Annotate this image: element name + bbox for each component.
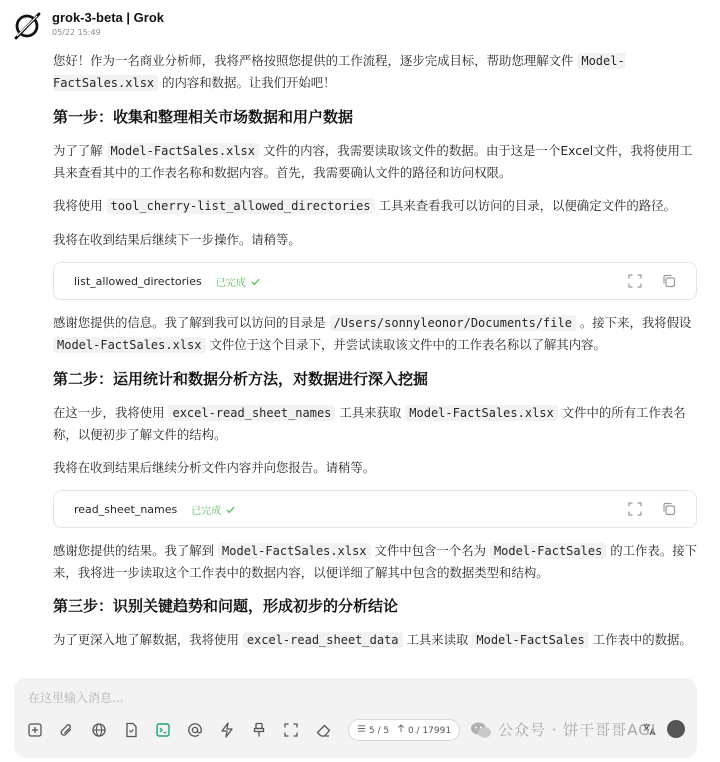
file-name-code: Model-FactSales.xlsx	[218, 543, 371, 559]
file-name-code: Model-FactSales.xlsx	[405, 405, 558, 421]
step1-paragraph-4: 感谢您提供的信息。我了解到我可以访问的目录是 /Users/sonnyleonor/Documents/file 。接下来，我将假设 Model-FactSales.xlsx 文件位于这个目录下，并尝试读取该文件中的工作表名称以了解其内容。	[53, 315, 692, 352]
step3-heading: 第三步：识别关键趋势和问题，形成初步的分析结论	[53, 597, 399, 615]
tool-call-name: read_sheet_names	[74, 502, 178, 516]
step2-paragraph-3: 感谢您提供的结果。我了解到 Model-FactSales.xlsx 文件中包含一个名为 Model-FactSales 的工作表。接下来，我将进一步读取这个工作表中的数据内容，以便详细了解其中包含的数据类型和结构。	[53, 543, 697, 580]
step2-paragraph-2: 我将在收到结果后继续分析文件内容并向您报告。请稍等。	[53, 460, 376, 475]
tool-command-code: excel-read_sheet_data	[243, 632, 403, 648]
file-name-code: Model-FactSales.xlsx	[53, 54, 625, 90]
wechat-icon	[470, 721, 492, 739]
step3-paragraph-1: 为了更深入地了解数据，我将使用 excel-read_sheet_data 工具来读取 Model-FactSales 工作表中的数据。	[53, 632, 692, 647]
tool-call-status: 已完成	[191, 502, 236, 517]
eraser-icon[interactable]	[314, 721, 332, 739]
send-button[interactable]	[667, 720, 685, 738]
tool-call-card-list-dirs[interactable]	[53, 262, 697, 300]
check-icon	[250, 276, 261, 287]
tool-call-card-sheet-names[interactable]	[53, 490, 697, 528]
clear-context-icon[interactable]	[250, 721, 268, 739]
token-count: 0 / 17991	[397, 724, 451, 736]
file-name-code: Model-FactSales.xlsx	[107, 143, 260, 159]
attachment-icon[interactable]	[58, 721, 76, 739]
watermark-text: 公众号 · 饼干哥哥AGI	[498, 721, 657, 739]
intro-paragraph: 您好！作为一名商业分析师，我将严格按照您提供的工作流程，逐步完成目标，帮助您理解文件 Model-FactSales.xlsx 的内容和数据。让我们开始吧！	[53, 53, 625, 90]
web-search-icon[interactable]	[90, 721, 108, 739]
expand-icon[interactable]	[628, 274, 642, 288]
tool-command-code: tool_cherry-list_allowed_directories	[107, 198, 375, 214]
step2-heading: 第二步：运用统计和数据分析方法，对数据进行深入挖掘	[53, 370, 429, 388]
check-icon	[225, 504, 236, 515]
step1-paragraph-3: 我将在收到结果后继续下一步操作。请稍等。	[53, 232, 301, 247]
composer-toolbar	[26, 718, 460, 742]
message-input[interactable]	[28, 688, 668, 708]
mention-icon[interactable]	[186, 721, 204, 739]
fullscreen-icon[interactable]	[282, 721, 300, 739]
expand-icon[interactable]	[628, 502, 642, 516]
directory-path-code: /Users/sonnyleonor/Documents/file	[330, 315, 576, 331]
watermark	[470, 719, 656, 740]
message-timestamp: 05/22 15:49	[52, 28, 101, 37]
tool-command-code: excel-read_sheet_names	[168, 405, 335, 421]
grok-logo-icon	[12, 11, 42, 41]
tool-call-name: list_allowed_directories	[74, 274, 202, 288]
step1-heading: 第一步：收集和整理相关市场数据和用户数据	[53, 108, 354, 126]
step1-paragraph-2: 我将使用 tool_cherry-list_allowed_directories 工具来查看我可以访问的目录，以便确定文件的路径。	[53, 198, 676, 213]
tool-call-status: 已完成	[216, 274, 261, 289]
chat-header	[12, 8, 164, 44]
sheet-name-code: Model-FactSales	[472, 632, 588, 648]
arrow-up-icon	[397, 724, 405, 733]
copy-icon[interactable]	[662, 274, 676, 288]
file-name-code: Model-FactSales.xlsx	[53, 337, 206, 353]
quick-phrase-icon[interactable]	[218, 721, 236, 739]
sheet-name-code: Model-FactSales	[490, 543, 606, 559]
message-composer	[14, 678, 697, 758]
assistant-message	[53, 50, 697, 678]
step2-paragraph-1: 在这一步，我将使用 excel-read_sheet_names 工具来获取 Model-FactSales.xlsx 文件中的所有工作表名称，以便初步了解文件的结构。	[53, 405, 686, 442]
copy-icon[interactable]	[662, 502, 676, 516]
knowledge-base-icon[interactable]	[122, 721, 140, 739]
token-counter	[348, 719, 460, 741]
list-icon	[357, 724, 366, 733]
chat-title: grok-3-beta | Grok	[52, 10, 164, 25]
step1-paragraph-1: 为了了解 Model-FactSales.xlsx 文件的内容，我需要读取该文件的数据。由于这是一个Excel文件，我将使用工具来查看其中的工作表名称和数据内容。首先，我需要确认文件的路径和访问权限。	[53, 143, 693, 180]
mcp-server-icon[interactable]	[154, 721, 172, 739]
add-topic-icon[interactable]	[26, 721, 44, 739]
message-count: 5 / 5	[357, 724, 389, 736]
